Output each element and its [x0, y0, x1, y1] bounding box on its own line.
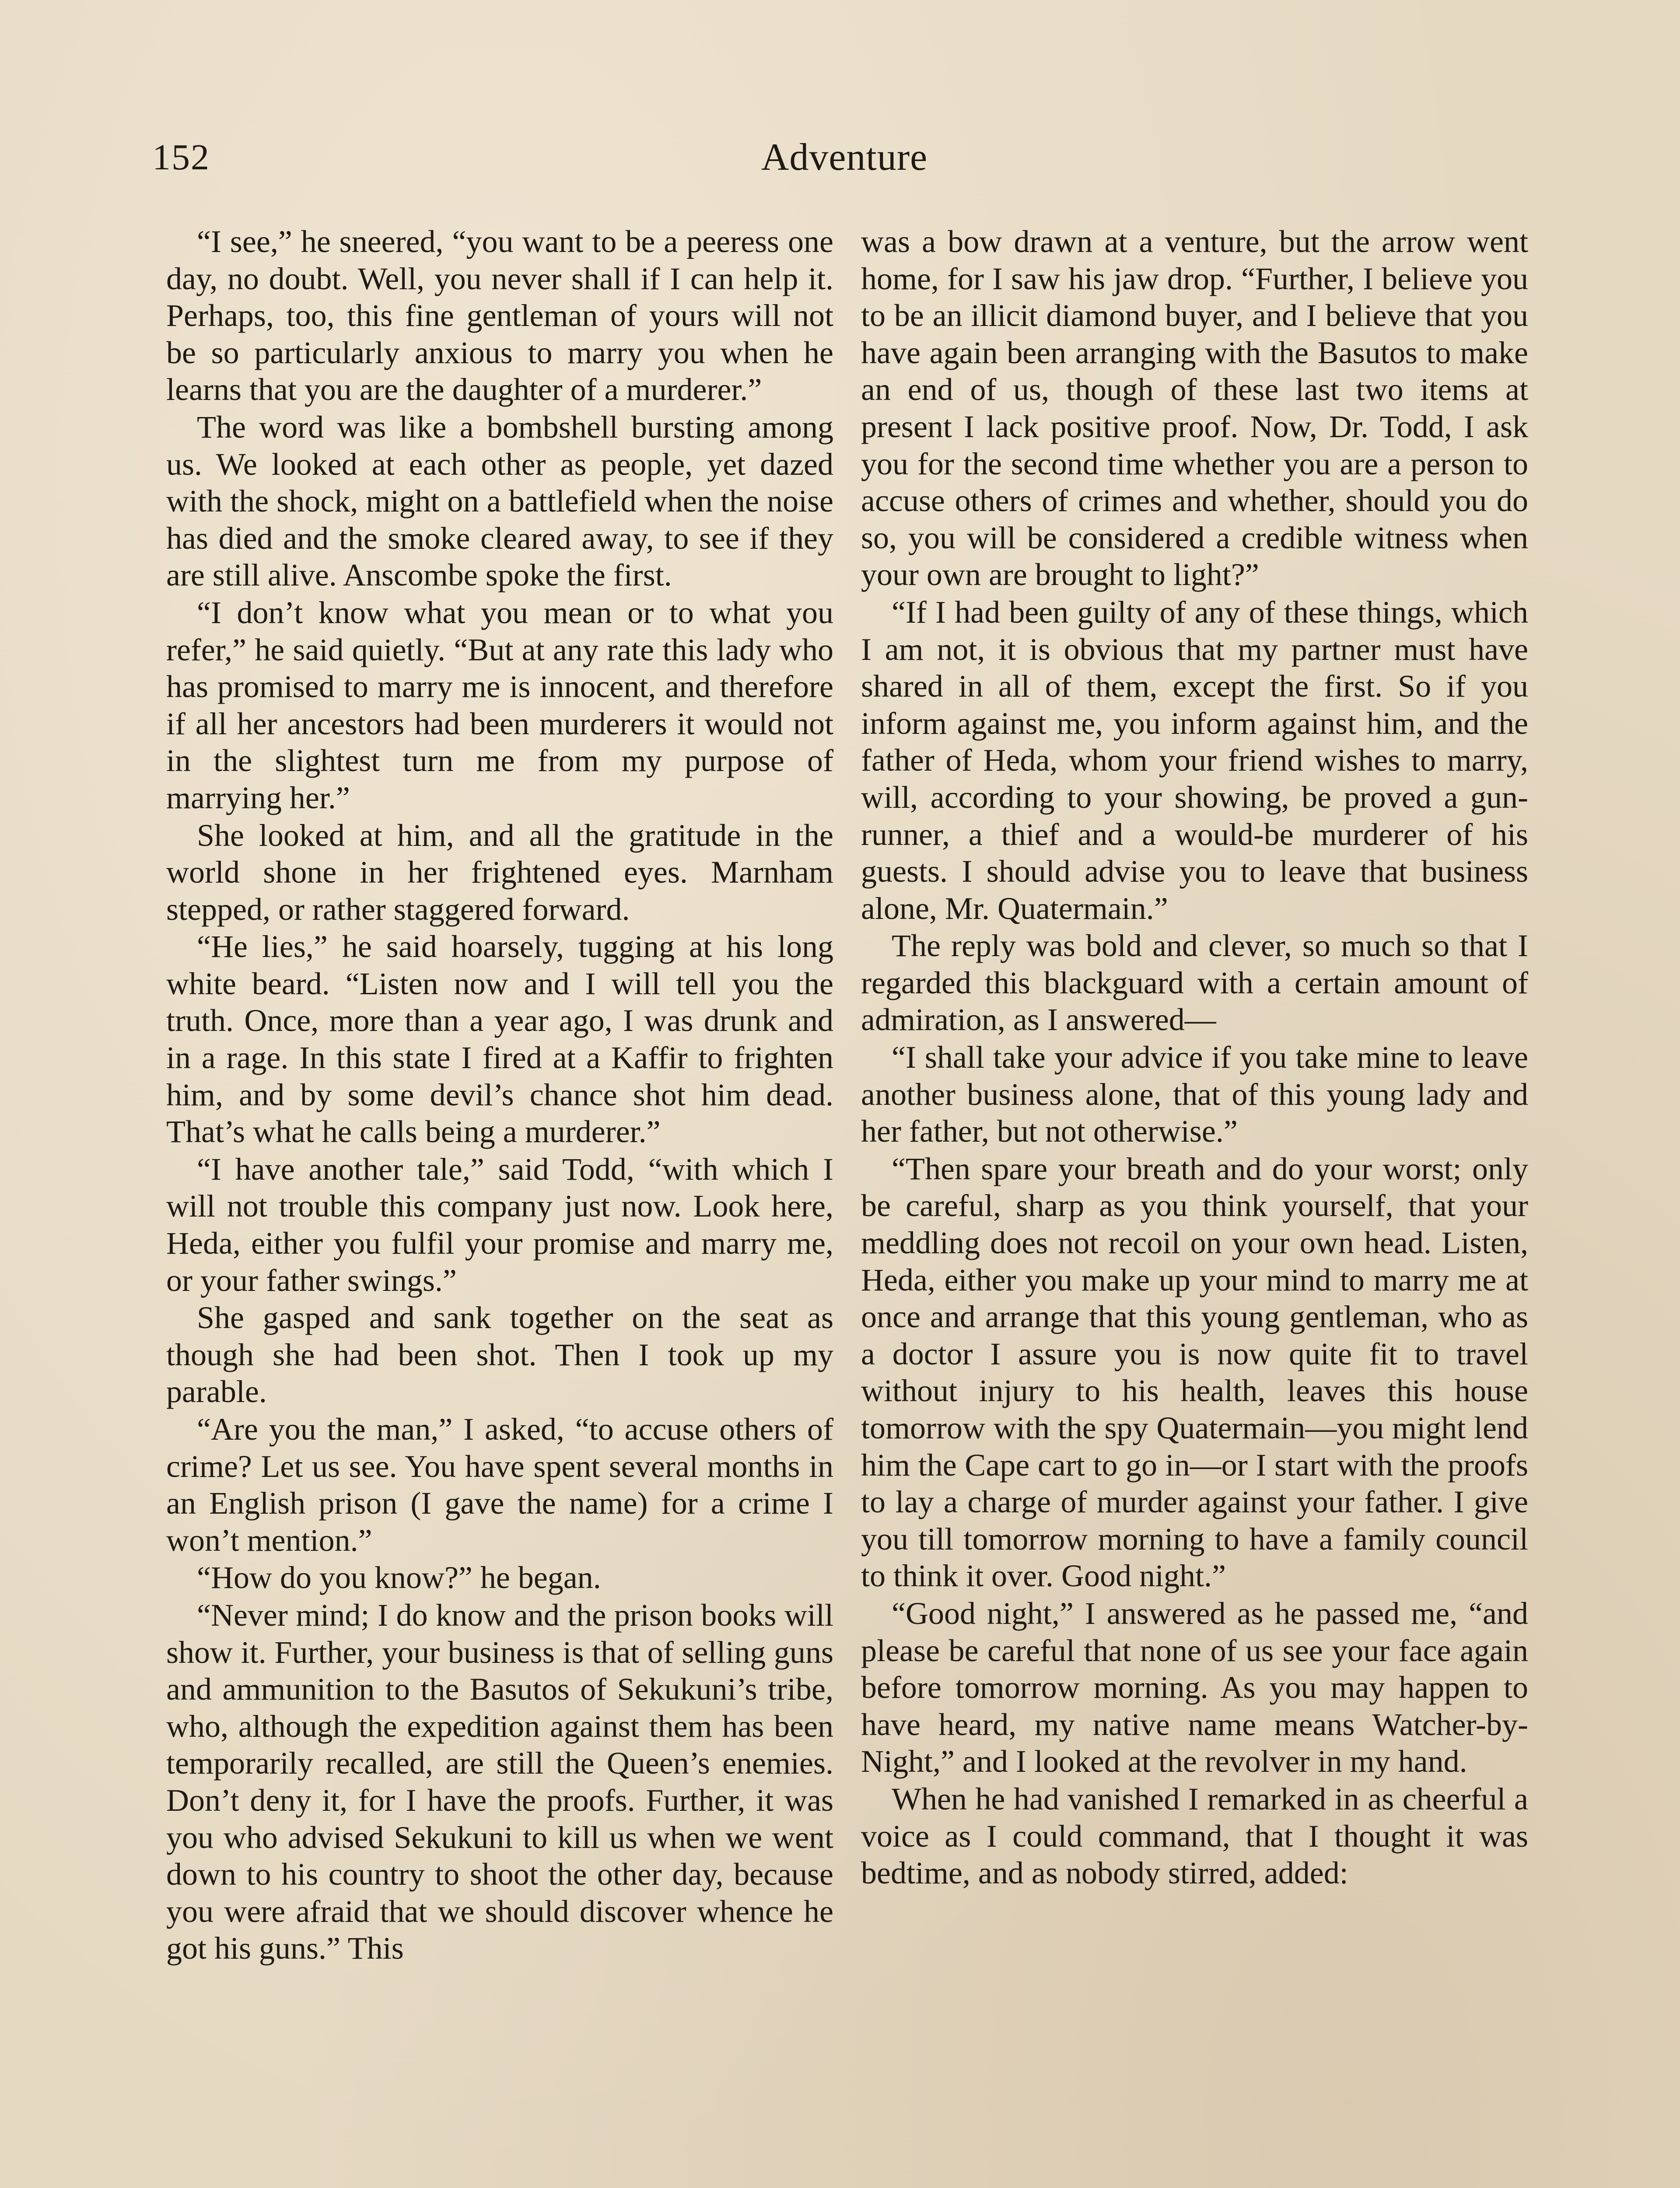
paragraph: “I see,” he sneered, “you want to be a peeress one day, no doubt. Well, you never shall if I can help it. Perhaps, too, this fine gentleman of yours will not be so particularly anxious to marry you when he learns that you are the daughter of a murderer.” — [166, 224, 833, 407]
paragraph: “How do you know?” he began. — [197, 1560, 601, 1595]
paragraph: was a bow drawn at a venture, but the arrow went home, for I saw his jaw drop. “Further, I believe you to be an illicit diamond buyer, and I believe that you have again been arranging with the Basutos to make an end of us, though of these last two items at present I lack positive proof. Now, Dr. Todd, I ask you for the second time whether you are a person to accuse others of crimes and whether, should you do so, you will be considered a credible witness when your own are brought to light?” — [861, 224, 1528, 593]
left-column — [166, 223, 833, 1967]
paragraph: When he had vanished I remarked in as cheerful a voice as I could command, that I thought it was bedtime, and as nobody stirred, added: — [861, 1781, 1528, 1891]
paragraph: “I have another tale,” said Todd, “with which I will not trouble this company just now. Look here, Heda, either you fulfil your promise and marry me, or your father swings.” — [166, 1151, 833, 1298]
right-column — [861, 223, 1528, 1892]
paragraph: The reply was bold and clever, so much so that I regarded this blackguard with a certain amount of admiration, as I answered— — [861, 928, 1528, 1038]
paragraph: The word was like a bombshell bursting among us. We looked at each other as people, yet dazed with the shock, might on a battlefield when the noise has died and the smoke cleared away, to see if they are still alive. Anscombe spoke the first. — [166, 409, 833, 593]
paragraph: “If I had been guilty of any of these things, which I am not, it is obvious that my partner must have shared in all of them, except the first. So if you inform against me, you inform against him, and the father of Heda, whom your friend wishes to marry, will, according to your showing, be proved a gun-runner, a thief and a would-be murderer of his guests. I should advise you to leave that business alone, Mr. Quatermain.” — [861, 594, 1528, 926]
paragraph: She looked at him, and all the gratitude in the world shone in her frightened eyes. Marnham stepped, or rather staggered forward. — [166, 817, 833, 927]
paragraph: “Then spare your breath and do your worst; only be careful, sharp as you think yourself, that your meddling does not recoil on your own head. Listen, Heda, either you make up your mind to marry me at once and arrange that this young gentleman, who as a doctor I assure you is now quite fit to travel without injury to his health, leaves this house tomorrow with the spy Quatermain—you might lend him the Cape cart to go in—or I start with the proofs to lay a charge of murder against your father. I give you till tomorrow morning to have a family council to think it over. Good night.” — [861, 1151, 1528, 1594]
running-title: Adventure — [761, 136, 928, 179]
paragraph: “Good night,” I answered as he passed me, “and please be careful that none of us see your face again before tomorrow morning. As you may happen to have heard, my native name means Watcher-by-Night,” and I looked at the revolver in my hand. — [861, 1595, 1528, 1779]
page-header — [152, 127, 1536, 188]
paragraph: “He lies,” he said hoarsely, tugging at his long white beard. “Listen now and I will tell you the truth. Once, more than a year ago, I was drunk and in a rage. In this state I fired at a Kaffir to frighten him, and by some devil’s chance shot him dead. That’s what he calls being a murderer.” — [166, 929, 833, 1150]
paragraph: She gasped and sank together on the seat as though she had been shot. Then I took up my parable. — [166, 1300, 833, 1410]
paragraph: “I don’t know what you mean or to what you refer,” he said quietly. “But at any rate this lady who has promised to marry me is innocent, and therefore if all her ancestors had been murderers it would not in the slightest turn me from my purpose of marrying her.” — [166, 595, 833, 815]
paragraph: “I shall take your advice if you take mine to leave another business alone, that of this young lady and her father, but not otherwise.” — [861, 1040, 1528, 1149]
page-number: 152 — [152, 137, 210, 178]
paragraph: “Never mind; I do know and the prison books will show it. Further, your business is that of selling guns and ammunition to the Basutos of Sekukuni’s tribe, who, although the expedition against them has been temporarily recalled, are still the Queen’s enemies. Don’t deny it, for I have the proofs. Further, it was you who advised Sekukuni to kill us when we went down to his country to shoot the other day, because you were afraid that we should discover whence he got his guns.” This — [166, 1597, 833, 1966]
paragraph: “Are you the man,” I asked, “to accuse others of crime? Let us see. You have spent several months in an English prison (I gave the name) for a crime I won’t mention.” — [166, 1412, 833, 1558]
